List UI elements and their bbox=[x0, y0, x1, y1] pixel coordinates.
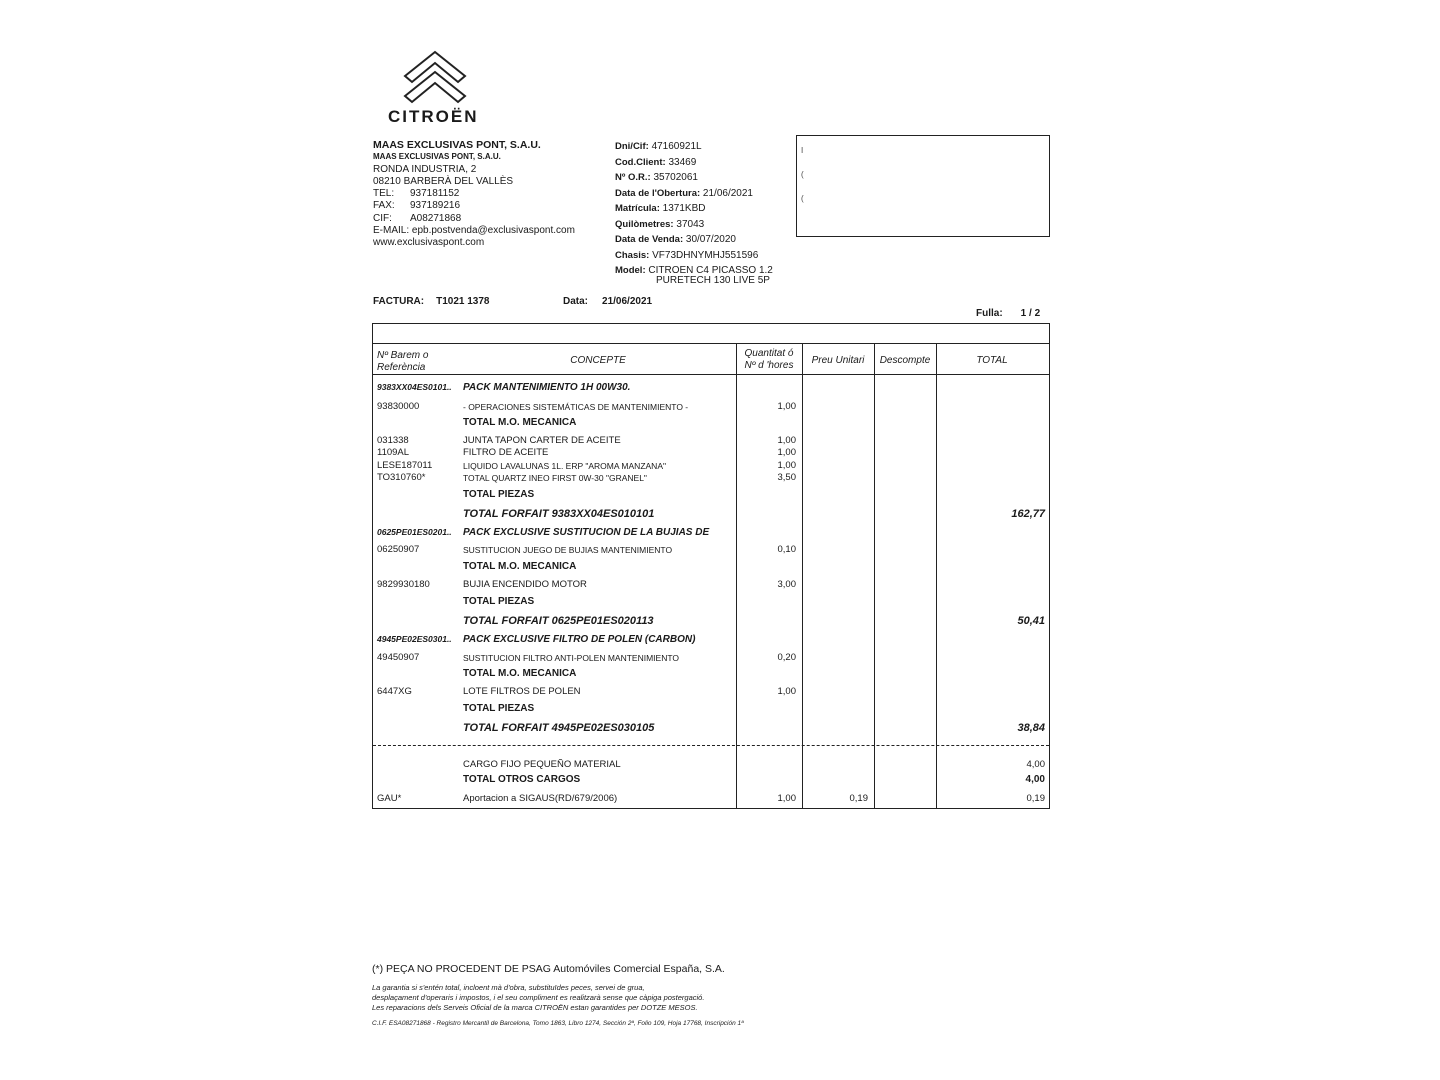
pack2-forfait-total: 50,41 bbox=[1017, 615, 1045, 627]
warranty-line-3: Les reparacions dels Serveis Oficial de la marca CITROËN estan garantides per DOTZE MESOS. bbox=[372, 1003, 698, 1012]
pack3-total-piezas: TOTAL PIEZAS bbox=[463, 703, 535, 714]
company-address1: RONDA INDUSTRIA, 2 bbox=[373, 163, 477, 175]
company-web: www.exclusivaspont.com bbox=[373, 237, 485, 249]
row5-concept: TOTAL QUARTZ INEO FIRST 0W-30 "GRANEL" bbox=[463, 473, 647, 483]
company-name: MAAS EXCLUSIVAS PONT, S.A.U. bbox=[373, 139, 541, 151]
gau-ref: GAU* bbox=[377, 793, 402, 804]
fulla-label: Fulla: bbox=[976, 308, 1003, 319]
page-number bbox=[976, 308, 1040, 319]
km-value: 37043 bbox=[676, 218, 705, 230]
row1-ref: 93830000 bbox=[377, 401, 420, 412]
row1-qty: 1,00 bbox=[777, 401, 796, 412]
company-address2: 08210 BARBERÀ DEL VALLÈS bbox=[373, 175, 514, 187]
th-unit: Preu Unitari bbox=[811, 355, 865, 366]
cif-value: A08271868 bbox=[410, 212, 462, 224]
charges-total-value: 4,00 bbox=[1025, 774, 1045, 785]
row3-ref: 1109AL bbox=[377, 447, 410, 458]
pack3-total-mo: TOTAL M.O. MECANICA bbox=[463, 668, 577, 679]
footer-registry: C.I.F. ESA08271868 - Registro Mercantil de Barcelona, Tomo 1863, Libro 1274, Sección 2ª, Folio 109, Hoja 17768, Inscripción 1ª bbox=[372, 1020, 744, 1027]
row6-qty: 0,10 bbox=[777, 544, 796, 555]
row9-concept: LOTE FILTROS DE POLEN bbox=[463, 686, 581, 697]
model-value-2: PURETECH 130 LIVE 5P bbox=[656, 274, 770, 286]
row6-ref: 06250907 bbox=[377, 544, 420, 555]
gau-total: 0,19 bbox=[1026, 793, 1045, 804]
th-concept: CONCEPTE bbox=[570, 355, 626, 366]
row2-concept: JUNTA TAPON CARTER DE ACEITE bbox=[463, 435, 621, 446]
th-disc: Descompte bbox=[879, 355, 931, 366]
brand-name: CITROËN bbox=[388, 107, 479, 126]
company-name-small: MAAS EXCLUSIVAS PONT, S.A.U. bbox=[373, 152, 501, 162]
row7-ref: 9829930180 bbox=[377, 579, 430, 590]
citroen-logo-icon bbox=[400, 48, 470, 108]
pack1-forfait-label: TOTAL FORFAIT 9383XX04ES010101 bbox=[463, 508, 655, 520]
invoice-number bbox=[373, 296, 490, 307]
header-top-line bbox=[373, 343, 1049, 344]
row7-concept: BUJIA ENCENDIDO MOTOR bbox=[463, 579, 587, 590]
fax-label: FAX: bbox=[373, 200, 395, 212]
row2-ref: 031338 bbox=[377, 435, 409, 446]
fax-value: 937189216 bbox=[410, 200, 461, 212]
client-label: Cod.Client: bbox=[615, 156, 666, 168]
col-divider-disc bbox=[874, 343, 875, 808]
company-info bbox=[373, 139, 575, 250]
footer-warranty bbox=[372, 983, 704, 1013]
obertura-label: Data de l'Obertura: bbox=[615, 187, 701, 199]
cif-label: CIF: bbox=[373, 212, 392, 224]
pack2-total-mo: TOTAL M.O. MECANICA bbox=[463, 561, 577, 572]
row2-qty: 1,00 bbox=[777, 435, 796, 446]
pack3-forfait-label: TOTAL FORFAIT 4945PE02ES030105 bbox=[463, 722, 655, 734]
footer-note: (*) PEÇA NO PROCEDENT DE PSAG Automóviles Comercial España, S.A. bbox=[372, 963, 725, 975]
dni-value: 47160921L bbox=[651, 141, 702, 152]
model-value-1: CITROEN C4 PICASSO 1.2 bbox=[648, 265, 773, 276]
chasis-label: Chasis: bbox=[615, 249, 650, 261]
pack1-ref: 9383XX04ES0101.. bbox=[377, 382, 452, 392]
pack1-title: PACK MANTENIMIENTO 1H 00W30. bbox=[463, 382, 631, 393]
vehicle-info bbox=[615, 139, 773, 286]
or-value: 35702061 bbox=[653, 172, 698, 183]
row9-qty: 1,00 bbox=[777, 686, 796, 697]
addr-mark-3: ( bbox=[801, 194, 804, 203]
or-label: Nº O.R.: bbox=[615, 172, 651, 183]
pack3-title: PACK EXCLUSIVE FILTRO DE POLEN (CARBON) bbox=[463, 634, 696, 645]
pack1-total-piezas: TOTAL PIEZAS bbox=[463, 489, 535, 500]
charge1-total: 4,00 bbox=[1026, 759, 1045, 770]
addr-mark-1: I bbox=[801, 146, 804, 155]
pack2-forfait-label: TOTAL FORFAIT 0625PE01ES020113 bbox=[463, 615, 654, 627]
email-value: epb.postvenda@exclusivaspont.com bbox=[411, 225, 575, 237]
row1-concept: - OPERACIONES SISTEMÁTICAS DE MANTENIMIENTO - bbox=[463, 402, 689, 412]
gau-qty: 1,00 bbox=[777, 793, 796, 804]
col-divider-qty bbox=[736, 343, 737, 808]
charges-total-label: TOTAL OTROS CARGOS bbox=[463, 774, 581, 785]
warranty-line-1: La garantia si s'entén total, incloent mà d'obra, substituïdes peces, servei de grua, bbox=[372, 983, 645, 992]
obertura-value: 21/06/2021 bbox=[702, 187, 753, 199]
charge1-concept: CARGO FIJO PEQUEÑO MATERIAL bbox=[463, 759, 621, 770]
km-label: Quilòmetres: bbox=[615, 218, 674, 230]
row9-ref: 6447XG bbox=[377, 686, 412, 697]
client-value: 33469 bbox=[668, 156, 697, 168]
matricula-value: 1371KBD bbox=[662, 203, 706, 214]
address-box bbox=[796, 135, 1050, 237]
invoice-date bbox=[563, 296, 652, 307]
row6-concept: SUSTITUCION JUEGO DE BUJIAS MANTENIMIENTO bbox=[463, 545, 673, 555]
th-ref: Nº Barem o Referència bbox=[377, 350, 429, 373]
tel-value: 937181152 bbox=[410, 188, 460, 200]
addr-mark-2: ( bbox=[801, 170, 804, 179]
pack1-total-mo: TOTAL M.O. MECANICA bbox=[463, 417, 577, 428]
row8-concept: SUSTITUCION FILTRO ANTI-POLEN MANTENIMIENTO bbox=[463, 653, 679, 663]
fulla-value: 1 / 2 bbox=[1020, 308, 1041, 319]
header-bottom-line bbox=[373, 374, 1049, 375]
data-value: 21/06/2021 bbox=[602, 296, 653, 307]
pack3-forfait-total: 38,84 bbox=[1017, 722, 1045, 734]
row4-concept: LIQUIDO LAVALUNAS 1L. ERP "AROMA MANZANA" bbox=[463, 461, 667, 471]
pack2-total-piezas: TOTAL PIEZAS bbox=[463, 596, 535, 607]
row4-qty: 1,00 bbox=[777, 460, 796, 471]
gau-concept: Aportacion a SIGAUS(RD/679/2006) bbox=[463, 793, 618, 804]
col-divider-total bbox=[936, 343, 937, 808]
row3-concept: FILTRO DE ACEITE bbox=[463, 447, 549, 458]
pack3-ref: 4945PE02ES0301.. bbox=[377, 634, 452, 644]
venda-value: 30/07/2020 bbox=[685, 234, 736, 245]
chasis-value: VF73DHNYMHJ551596 bbox=[652, 249, 759, 261]
data-label: Data: bbox=[563, 296, 589, 307]
row8-ref: 49450907 bbox=[377, 652, 420, 663]
th-qty: Quantitat ó Nº d 'hores bbox=[744, 348, 794, 371]
venda-label: Data de Venda: bbox=[615, 234, 684, 245]
dni-label: Dni/Cif: bbox=[615, 141, 649, 152]
factura-label: FACTURA: bbox=[373, 296, 425, 307]
row7-qty: 3,00 bbox=[777, 579, 796, 590]
pack2-title: PACK EXCLUSIVE SUSTITUCION DE LA BUJIAS DE bbox=[463, 527, 710, 538]
pack2-ref: 0625PE01ES0201.. bbox=[377, 527, 452, 537]
pack1-forfait-total: 162,77 bbox=[1011, 508, 1045, 520]
row5-ref: TO310760* bbox=[377, 472, 426, 483]
row4-ref: LESE187011 bbox=[377, 460, 433, 471]
matricula-label: Matrícula: bbox=[615, 203, 660, 214]
email-label: E-MAIL: bbox=[373, 225, 410, 237]
th-total: TOTAL bbox=[976, 355, 1008, 366]
model-label: Model: bbox=[615, 265, 646, 276]
section-dashed-line bbox=[373, 745, 1049, 746]
factura-value: T1021 1378 bbox=[436, 296, 490, 307]
tel-label: TEL: bbox=[373, 188, 395, 200]
warranty-line-2: desplaçament d'operaris i impostos, i el seu compliment es realitzarà sense que càpiga postergació. bbox=[372, 993, 705, 1002]
col-divider-unit bbox=[802, 343, 803, 808]
gau-unit: 0,19 bbox=[849, 793, 868, 804]
row5-qty: 3,50 bbox=[777, 472, 796, 483]
invoice-table bbox=[372, 323, 1050, 809]
row3-qty: 1,00 bbox=[777, 447, 796, 458]
row8-qty: 0,20 bbox=[777, 652, 796, 663]
